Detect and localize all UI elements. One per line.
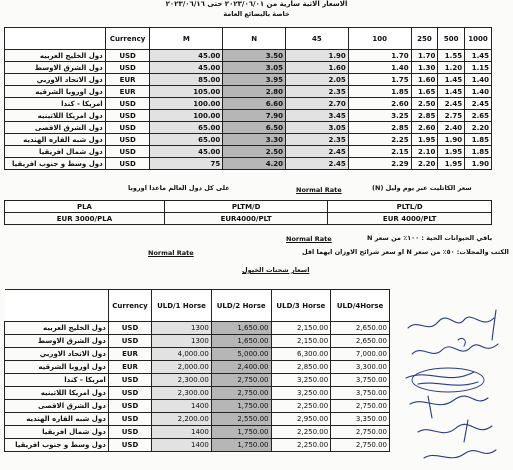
table1-header-n: N [223,28,286,50]
table1-rate-cell: 2.50 [223,146,286,158]
table2-rate-cell: 2,750.00 [331,400,390,413]
table2-currency-cell: USD [108,400,151,413]
table2-region-cell: دول اوروبا الشرقيه [5,361,109,374]
table2-rate-cell: 2,150.00 [271,335,331,348]
table2-rate-cell: 1,650.00 [211,335,271,348]
table1-rate-cell: 3.05 [223,62,286,74]
table1-region-cell: امريكا - كندا [5,98,106,110]
normal-rate-label-2: Normal Rate [286,235,332,243]
table2-currency-cell: EUR [108,348,151,361]
books-magazines-note: الكتب والمجلات: ٥٠٪ من سعر N او سعر شرائح الاوزان ايهما اقل [302,248,509,256]
horse-shipment-rate-table [4,289,390,452]
table2-row [5,348,390,361]
table1-rate-cell: 1.40 [348,62,411,74]
table1-row [5,98,492,110]
table1-rate-cell: 1.60 [286,62,349,74]
table2-row [5,413,390,426]
table1-rate-cell: 1.90 [465,158,492,170]
pla-value-pltl: EUR 4000/PLT [328,213,492,225]
table1-rate-cell: 2.35 [286,86,349,98]
table2-rate-cell: 3,350.00 [331,413,390,426]
table1-rate-cell: 2.45 [465,98,492,110]
pla-header-pltm: PLTM/D [164,201,327,213]
table2-rate-cell: 2,250.00 [271,400,331,413]
table1-rate-cell: 1.15 [465,62,492,74]
table1-rate-cell: 45.00 [150,146,223,158]
table1-rate-cell: 45.00 [150,62,223,74]
table1-rate-cell: 105.00 [150,86,223,98]
table2-rate-cell: 2,650.00 [331,335,390,348]
table1-row [5,86,492,98]
table2-rate-cell: 1,750.00 [211,400,271,413]
table1-row [5,122,492,134]
table2-rate-cell: 2,550.00 [211,413,271,426]
table2-header-row [5,290,390,322]
table1-currency-cell: USD [105,50,150,62]
table2-rate-cell: 2,400.00 [211,361,271,374]
table1-row [5,74,492,86]
table2-row [5,361,390,374]
table2-rate-cell: 1,750.00 [211,426,271,439]
table1-rate-cell: 2.45 [286,158,349,170]
table1-rate-cell: 3.30 [223,134,286,146]
table2-rate-cell: 1400 [152,439,212,452]
table1-rate-cell: 2.75 [438,110,465,122]
table1-rate-cell: 1.45 [438,86,465,98]
table2-rate-cell: 2,000.00 [152,361,212,374]
table2-region-cell: دول الخليج العربيه [5,322,109,335]
table1-rate-cell: 2.45 [286,146,349,158]
table1-rate-cell: 2.80 [223,86,286,98]
table1-rate-cell: 2.40 [438,122,465,134]
table1-row [5,134,492,146]
table1-rate-cell: 2.45 [438,98,465,110]
table1-rate-cell: 2.15 [348,146,411,158]
table2-currency-cell: USD [108,322,151,335]
table2-currency-cell: EUR [108,361,151,374]
table2-header-uld3: ULD/3 Horse [271,290,331,322]
table2-row [5,400,390,413]
table2-region-cell: دول الشرق الاوسط [5,335,109,348]
table1-rate-cell: 2.70 [286,98,349,110]
catalog-rate-note: سعر الكاتليت عبر يوم وليل (N) [372,184,472,192]
table1-rate-cell: 1.20 [438,62,465,74]
table2-rate-cell: 7,000.00 [331,348,390,361]
table1-rate-cell: 65.00 [150,122,223,134]
table1-rate-cell: 3.95 [223,74,286,86]
table2-region-cell: دول شمال افريقيا [5,426,109,439]
table1-rate-cell: 2.35 [286,134,349,146]
table1-rate-cell: 1.95 [411,134,438,146]
table2-row [5,322,390,335]
horse-shipments-title: اسعار شحنات الخيول [242,266,310,274]
table2-region-cell: دول شبه القاره الهنديه [5,413,109,426]
live-animals-note: باقي الحيوانات الحية : ١٠٠٪ من سعر N [367,234,493,242]
table1-region-cell: دول شمال افريقيا [5,146,106,158]
pla-value-row [5,213,492,225]
table1-header-500: 500 [438,28,465,50]
table2-row [5,426,390,439]
normal-rate-label-1: Normal Rate [296,186,342,194]
table2-rate-cell: 2,950.00 [271,413,331,426]
table2-rate-cell: 2,650.00 [331,322,390,335]
pla-value-pltm: EUR4000/PLT [164,213,327,225]
table1-header-m: M [150,28,223,50]
table1-row [5,110,492,122]
table1-rate-cell: 1.60 [411,74,438,86]
table1-rate-cell: 2.29 [348,158,411,170]
table1-rate-cell: 3.45 [286,110,349,122]
table1-rate-cell: 65.00 [150,134,223,146]
table2-rate-cell: 2,850.00 [271,361,331,374]
table2-region-cell: امريكا - كندا [5,374,109,387]
table1-rate-cell: 2.85 [348,122,411,134]
table2-row [5,374,390,387]
table1-currency-cell: EUR [105,74,150,86]
table1-rate-cell: 6.50 [223,122,286,134]
table1-rate-cell: 100.00 [150,98,223,110]
table1-rate-cell: 1.65 [411,86,438,98]
table1-rate-cell: 2.10 [411,146,438,158]
table2-rate-cell: 3,750.00 [331,374,390,387]
table1-header-250: 250 [411,28,438,50]
pla-header-row [5,201,492,213]
table1-body [5,50,492,170]
table1-region-cell: دول الشرق الاقصى [5,122,106,134]
table1-header-45: 45 [286,28,349,50]
table1-currency-cell: USD [105,134,150,146]
table1-currency-cell: EUR [105,86,150,98]
table2-rate-cell: 2,200.00 [152,413,212,426]
general-cargo-rate-table [4,27,492,170]
table1-header-1000: 1000 [465,28,492,50]
table1-rate-cell: 6.60 [223,98,286,110]
table2-rate-cell: 4,000.00 [152,348,212,361]
table1-rate-cell: 2.85 [411,110,438,122]
table1-rate-cell: 2.20 [465,122,492,134]
table2-rate-cell: 1,750.00 [211,439,271,452]
pla-value-pla: EUR 3000/PLA [5,213,165,225]
table1-currency-cell: USD [105,62,150,74]
table1-currency-cell: USD [105,110,150,122]
table1-rate-cell: 2.05 [286,74,349,86]
table1-header-row [5,28,492,50]
table2-region-cell: دول الاتحاد الاوربي [5,348,109,361]
table1-region-cell: دول الخليج العربيه [5,50,106,62]
table1-rate-cell: 1.40 [465,86,492,98]
table1-rate-cell: 1.30 [411,62,438,74]
table2-rate-cell: 3,250.00 [271,374,331,387]
table1-rate-cell: 100.00 [150,110,223,122]
table2-region-cell: دول الشرق الاقصى [5,400,109,413]
pla-header-pltl: PLTL/D [328,201,492,213]
table2-currency-cell: USD [108,335,151,348]
table1-rate-cell: 85.00 [150,74,223,86]
table2-rate-cell: 3,300.00 [331,361,390,374]
table1-region-cell: دول الشرق الاوسط [5,62,106,74]
table1-rate-cell: 4.20 [223,158,286,170]
table2-rate-cell: 3,250.00 [271,387,331,400]
table1-rate-cell: 1.85 [465,146,492,158]
table1-rate-cell: 45.00 [150,50,223,62]
table2-currency-cell: USD [108,413,151,426]
table1-rate-cell: 3.25 [348,110,411,122]
table1-rate-cell: 1.40 [465,74,492,86]
table2-header-region [5,290,109,322]
table2-rate-cell: 2,150.00 [271,322,331,335]
table1-region-cell: دول الاتحاد الاوربي [5,74,106,86]
table1-rate-cell: 1.85 [465,134,492,146]
table2-row [5,335,390,348]
table1-row [5,158,492,170]
table2-currency-cell: USD [108,439,151,452]
table1-row [5,50,492,62]
table2-rate-cell: 2,300.00 [152,374,212,387]
table2-header-uld2: ULD/2 Horse [211,290,271,322]
table2-rate-cell: 1300 [152,322,212,335]
table1-region-cell: دول اوروبا الشرقيه [5,86,106,98]
table1-rate-cell: 2.65 [465,110,492,122]
table1-currency-cell: USD [105,146,150,158]
table1-rate-cell: 2.60 [348,98,411,110]
table1-rate-cell: 2.50 [411,98,438,110]
table2-rate-cell: 6,300.00 [271,348,331,361]
exclusion-note: على كل دول العالم ماعدا اوروبا [128,184,230,192]
table1-rate-cell: 3.05 [286,122,349,134]
table2-rate-cell: 2,750.00 [331,439,390,452]
table2-header-uld4: ULD/4Horse [331,290,390,322]
table1-currency-cell: USD [105,122,150,134]
normal-rate-label-3: Normal Rate [148,249,194,257]
table2-rate-cell: 3,750.00 [331,387,390,400]
table1-region-cell: دول شبه القاره الهنديه [5,134,106,146]
table2-rate-cell: 1400 [152,426,212,439]
table1-rate-cell: 1.95 [438,158,465,170]
table1-rate-cell: 1.55 [438,50,465,62]
table2-currency-cell: USD [108,387,151,400]
table2-row [5,387,390,400]
validity-header: الاسعار الاتية سارية من ٢٠٢٣/٠٦/٠١ حتى ٢٠٢٣/٠٦/١٦ [165,0,348,8]
table2-region-cell: دول وسط و جنوب افريقيا [5,439,109,452]
table2-currency-cell: USD [108,374,151,387]
table1-currency-cell: USD [105,158,150,170]
table1-rate-cell: 1.85 [348,86,411,98]
table2-currency-cell: USD [108,426,151,439]
table2-rate-cell: 1400 [152,400,212,413]
table2-rate-cell: 2,250.00 [271,426,331,439]
table1-rate-cell: 75 [150,158,223,170]
table1-header-100: 100 [348,28,411,50]
pla-header-pla: PLA [5,201,165,213]
table1-rate-cell: 1.45 [438,74,465,86]
table2-rate-cell: 2,250.00 [271,439,331,452]
table2-header-uld1: ULD/1 Horse [152,290,212,322]
table1-rate-cell: 1.95 [438,146,465,158]
table2-header-currency: Currency [108,290,151,322]
table2-rate-cell: 2,750.00 [211,374,271,387]
table1-rate-cell: 7.90 [223,110,286,122]
table1-rate-cell: 3.50 [223,50,286,62]
cargo-type-subtitle: خاصة بالبضائع العامة [223,10,290,18]
table1-row [5,146,492,158]
table1-row [5,62,492,74]
table2-rate-cell: 2,300.00 [152,387,212,400]
table1-rate-cell: 1.70 [411,50,438,62]
table2-rate-cell: 2,750.00 [211,387,271,400]
table1-rate-cell: 1.90 [286,50,349,62]
table1-header-region [5,28,106,50]
table1-rate-cell: 1.45 [465,50,492,62]
handwritten-signatures [398,300,510,468]
table1-rate-cell: 2.60 [411,122,438,134]
table2-rate-cell: 5,000.00 [211,348,271,361]
table2-rate-cell: 1,650.00 [211,322,271,335]
table1-rate-cell: 2.20 [411,158,438,170]
table2-row [5,439,390,452]
pla-rate-table [4,200,492,225]
table1-rate-cell: 1.75 [348,74,411,86]
table2-rate-cell: 2,750.00 [331,426,390,439]
table1-rate-cell: 2.25 [348,134,411,146]
table1-rate-cell: 1.70 [348,50,411,62]
table2-rate-cell: 1300 [152,335,212,348]
table2-region-cell: دول امريكا اللاتينيه [5,387,109,400]
table1-rate-cell: 1.90 [438,134,465,146]
table1-currency-cell: USD [105,98,150,110]
table2-body [5,322,390,452]
table1-header-currency: Currency [105,28,150,50]
table1-region-cell: دول وسط و جنوب افريقيا [5,158,106,170]
table1-region-cell: دول امريكا اللاتينيه [5,110,106,122]
